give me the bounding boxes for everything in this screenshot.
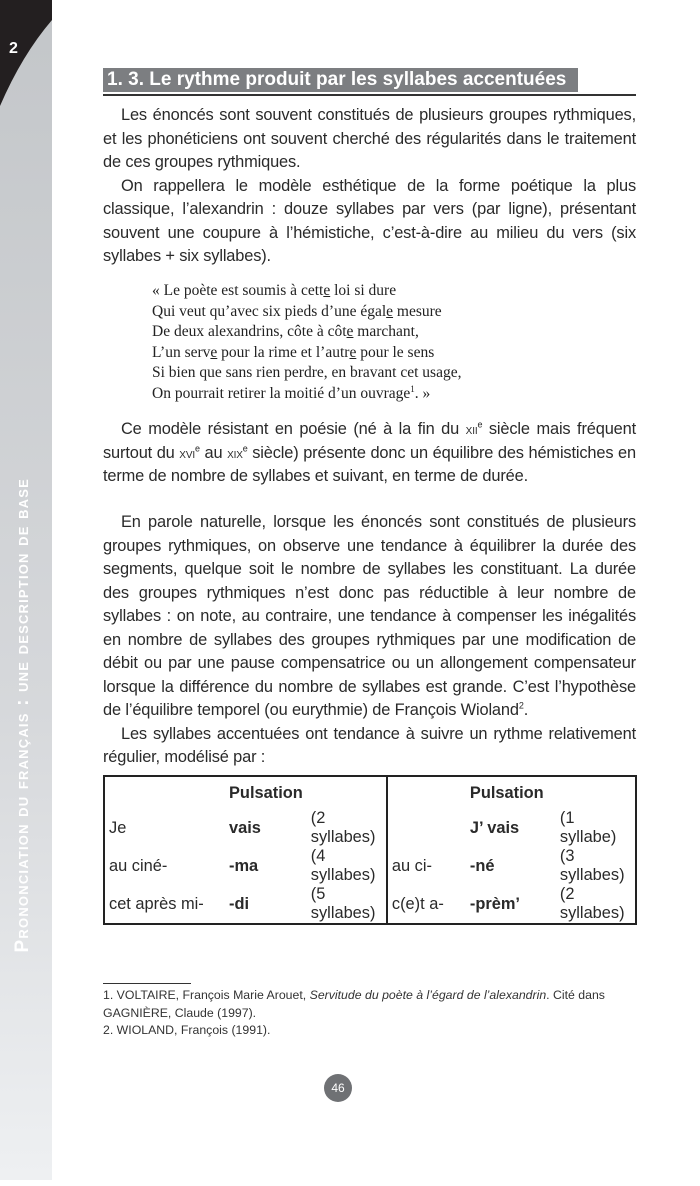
footnote-ref[interactable]: 1 bbox=[410, 383, 415, 394]
chapter-sidebar bbox=[0, 0, 52, 1180]
footnotes bbox=[103, 987, 643, 1040]
poem-line: Si bien que sans rien perdre, en bravant cet usage, bbox=[152, 364, 462, 381]
paragraph-4-block bbox=[103, 511, 636, 770]
poem-quote bbox=[152, 281, 461, 404]
chapter-number: 2 bbox=[9, 40, 18, 57]
poem-line: De deux alexandrins, côte à côte marchant, bbox=[152, 323, 419, 340]
page-number: 46 bbox=[324, 1074, 352, 1102]
paragraph-3: Ce modèle résistant en poésie (né à la fin du xii$^e$ siècle mais fréquent surtout du xvi$^e$ au xix$^e$ siècle) présente donc un équilibre des hémistiches en terme de nombre de syllabes et suivant, en terme de durée. bbox=[103, 419, 636, 485]
table-row: cet après mi- -di (5 syllabes) c(e)t a- -prèm’ (2 syllabes) bbox=[109, 885, 625, 922]
table-header-row: Pulsation Pulsation bbox=[104, 776, 636, 809]
poem-line: Qui veut qu’avec six pieds d’une égale mesure bbox=[152, 302, 442, 320]
poem-line: On pourrait retirer la moitié d’un ouvrage$^1$. » bbox=[152, 383, 431, 402]
intro-paragraphs bbox=[103, 104, 636, 269]
footnote-2: 2. WIOLAND, François (1991). bbox=[103, 1023, 271, 1037]
section-heading-text: 1. 3. Le rythme produit par les syllabes accentuées bbox=[103, 68, 578, 92]
table-row: Je vais (2 syllabes) J’ vais (1 syllabe) bbox=[109, 809, 617, 846]
footnote-ref[interactable]: 2 bbox=[518, 700, 524, 711]
chapter-tab-shape bbox=[0, 0, 52, 120]
running-title: Prononciation du français : une description de base bbox=[12, 477, 33, 952]
poem-line: L’un serve pour la rime et l’autre pour le sens bbox=[152, 343, 435, 361]
paragraph-5: Les syllabes accentuées ont tendance à suivre un rythme relativement régulier, modélisé par : bbox=[103, 724, 636, 766]
paragraph-4: En parole naturelle, lorsque les énoncés sont constitués de plusieurs groupes rythmiques, on observe une tendance à équilibrer la durée des segments, quelque soit le nombre de syllabes les constituant. La durée des groupes rythmiques n’est donc pas réductible à leur nombre de syllabes : on note, au contraire, une tendance à compenser les inégalités en nombre de syllabes des groupes rythmiques par une modification de débit ou par une pause compensatrice ou un allongement compensateur lorsque la différence du nombre de syllabes est grande. C’est l’hypothèse de l’équilibre temporel (ou eurythmie) de François Wioland$^2$. bbox=[103, 513, 636, 719]
section-heading bbox=[103, 68, 636, 96]
paragraph-2: On rappellera le modèle esthétique de la forme poétique la plus classique, l’alexandrin : douze syllabes par vers (par ligne), présentant souvent une coupure à l’hémistiche, c’est-à-dire au milieu du vers (six syllabes + six syllabes). bbox=[103, 176, 636, 265]
footnote-1: 1. VOLTAIRE, François Marie Arouet, Servitude du poète à l’égard de l’alexandrin. Cité dans GAGNIÈRE, Claude (1997). bbox=[103, 988, 605, 1020]
footnote-divider bbox=[103, 983, 191, 984]
poem-line: « Le poète est soumis à cette loi si dure bbox=[152, 282, 397, 299]
paragraph-1: Les énoncés sont souvent constitués de plusieurs groupes rythmiques, et les phonéticiens ont souvent cherché des régularités dans le traitement de ces groupes rythmiques. bbox=[103, 106, 636, 171]
table-row: au ciné- -ma (4 syllabes) au ci- -né (3 syllabes) bbox=[109, 847, 625, 884]
rhythm-table bbox=[103, 775, 637, 925]
paragraph-3-block bbox=[103, 418, 636, 489]
